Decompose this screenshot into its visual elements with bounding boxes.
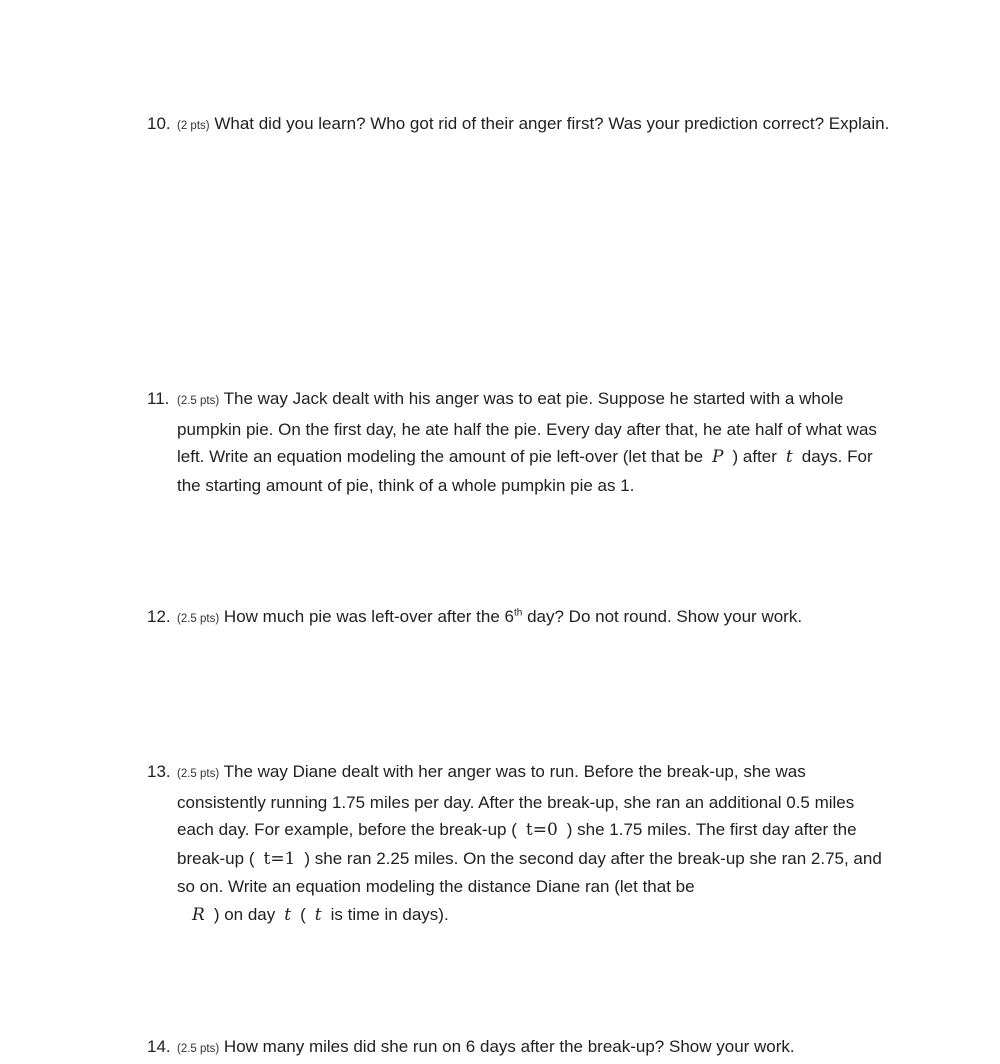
question-prompt: ) she ran 2.25 miles. On the second day after the break-up she ran 2.75, and so on. Write an equation modeling the distance Diane ran (let that be	[177, 848, 882, 896]
question-prompt: ) she 1.75 miles. The first day after the break-up (	[177, 820, 857, 868]
question-text	[177, 385, 892, 499]
question-prompt: How much pie was left-over after the 6	[223, 607, 514, 626]
question-prompt: How many miles did she run on 6 days after the break-up? Show your work.	[223, 1037, 795, 1056]
math-variable-t: t	[314, 904, 322, 925]
question-prompt: day? Do not round. Show your work.	[527, 607, 803, 626]
math-variable-r: R	[192, 904, 205, 925]
points-label: (2 pts)	[177, 120, 210, 132]
question-number: 10.	[147, 114, 171, 133]
question-text	[177, 110, 892, 141]
math-equation-t0: t=0	[525, 820, 558, 840]
points-label: (2.5 pts)	[177, 1043, 220, 1055]
question-number: 13.	[147, 762, 171, 781]
question-prompt: The way Diane dealt with her anger was to run. Before the break-up, she was consistently running 1.75 miles per day. After the break-up, she ran an additional 0.5 miles each day. For example, before the break-up (	[177, 762, 855, 839]
question-prompt: ) on day	[213, 904, 276, 924]
question-14	[147, 1033, 892, 1064]
question-number: 11.	[147, 389, 170, 408]
question-prompt: What did you learn? Who got rid of their anger first? Was your prediction correct? Explain.	[214, 114, 890, 133]
question-prompt: ) after	[732, 447, 777, 466]
question-13	[147, 758, 892, 929]
question-text	[177, 758, 892, 929]
question-10	[147, 110, 892, 141]
question-prompt: (	[300, 904, 306, 924]
math-variable-p: P	[712, 447, 724, 467]
math-equation-t1: t=1	[263, 848, 296, 869]
question-text	[177, 603, 892, 634]
question-12	[147, 603, 892, 634]
math-variable-t: t	[284, 904, 292, 925]
points-label: (2.5 pts)	[177, 395, 220, 407]
question-prompt: days. For the starting amount of pie, think of a whole pumpkin pie as 1.	[177, 447, 873, 495]
question-prompt: The way Jack dealt with his anger was to eat pie. Suppose he started with a whole pumpkin pie. On the first day, he ate half the pie. Every day after that, he ate half of what was left. Write an equation modeling the amount of pie left-over (let that be	[177, 389, 877, 466]
question-number: 12.	[147, 607, 171, 626]
question-text	[177, 1033, 892, 1064]
math-variable-t: t	[785, 447, 793, 467]
points-label: (2.5 pts)	[177, 613, 220, 625]
question-number: 14.	[147, 1037, 171, 1056]
question-prompt: is time in days).	[330, 904, 449, 924]
points-label: (2.5 pts)	[177, 768, 220, 780]
question-11	[147, 385, 892, 499]
ordinal-suffix: th	[514, 607, 523, 619]
